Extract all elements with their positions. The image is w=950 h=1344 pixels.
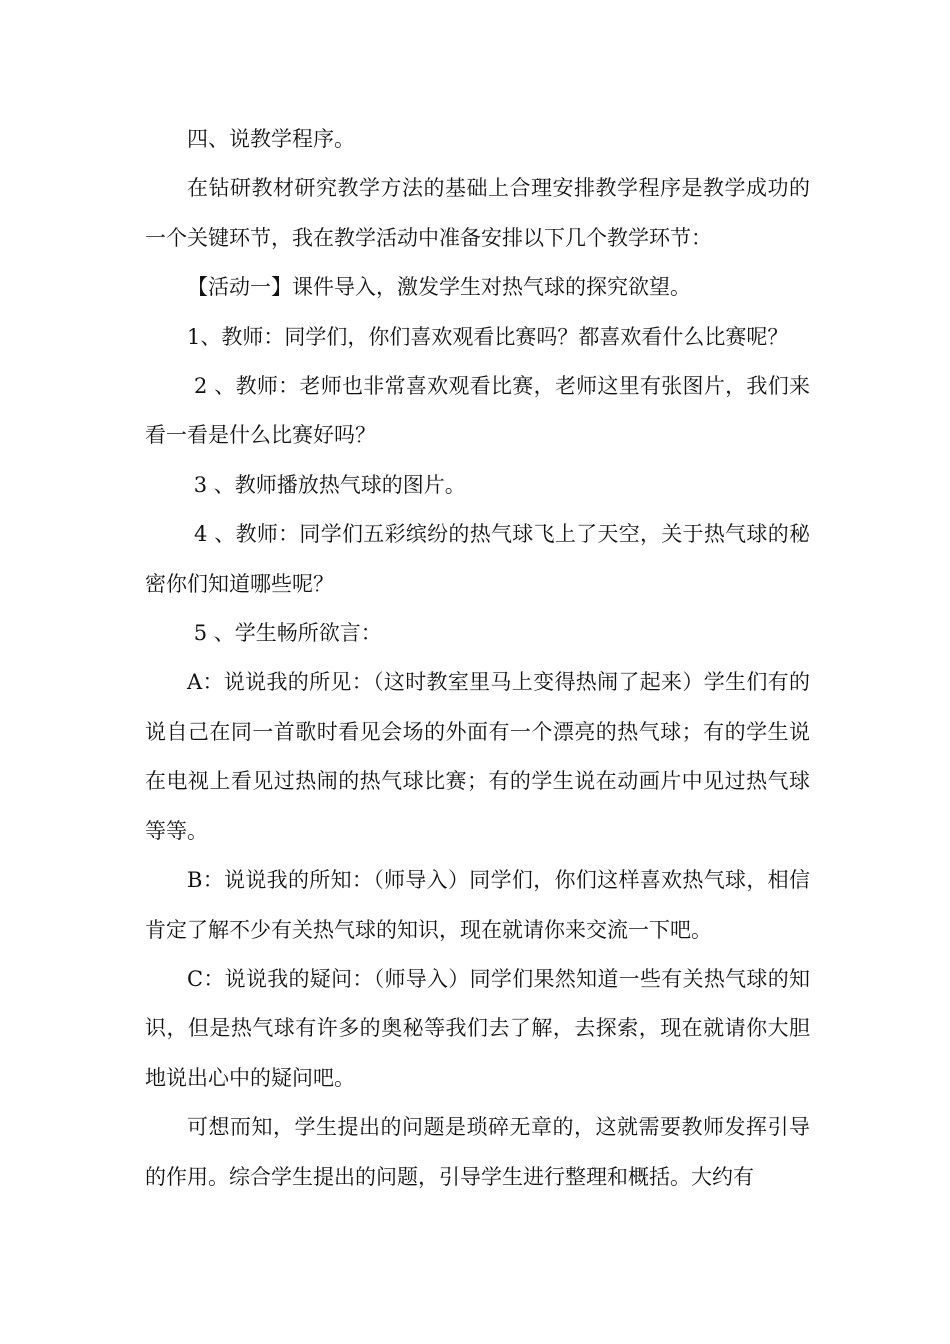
step-1: 1、教师：同学们，你们喜欢观看比赛吗？都喜欢看什么比赛呢？	[187, 324, 789, 349]
paragraph-intro: 在钻研教材研究教学方法的基础上合理安排教学程序是教学成功的一个关键环节，我在教学活动中准备安排以下几个教学环节：	[145, 176, 810, 250]
step-3: 3 、教师播放热气球的图片。	[187, 472, 466, 497]
item-b: B：说说我的所知：（师导入）同学们，你们这样喜欢热气球，相信肯定了解不少有关热气球的知识，现在就请你来交流一下吧。	[145, 868, 810, 942]
document-body	[145, 115, 810, 1202]
paragraph-conclusion: 可想而知，学生提出的问题是琐碎无章的，这就需要教师发挥引导的作用。综合学生提出的问题，引导学生进行整理和概括。大约有	[145, 1115, 810, 1189]
item-a: A：说说我的所见：（这时教室里马上变得热闹了起来）学生们有的说自己在同一首歌时看见会场的外面有一个漂亮的热气球；有的学生说在电视上看见过热闹的热气球比赛；有的学生说在动画片中见过热气球等等。	[145, 670, 810, 843]
step-5: 5 、学生畅所欲言：	[187, 621, 382, 646]
activity-one-heading: 【活动一】课件导入，激发学生对热气球的探究欲望。	[187, 275, 691, 300]
step-4: 4 、教师：同学们五彩缤纷的热气球飞上了天空，关于热气球的秘密你们知道哪些呢？	[145, 522, 810, 596]
item-c: C：说说我的疑问：（师导入）同学们果然知道一些有关热气球的知识，但是热气球有许多的奥秘等我们去了解，去探索，现在就请你大胆地说出心中的疑问吧。	[145, 966, 810, 1090]
section-heading: 四、说教学程序。	[187, 127, 355, 151]
step-2: 2 、教师：老师也非常喜欢观看比赛，老师这里有张图片，我们来看一看是什么比赛好吗？	[145, 374, 810, 448]
